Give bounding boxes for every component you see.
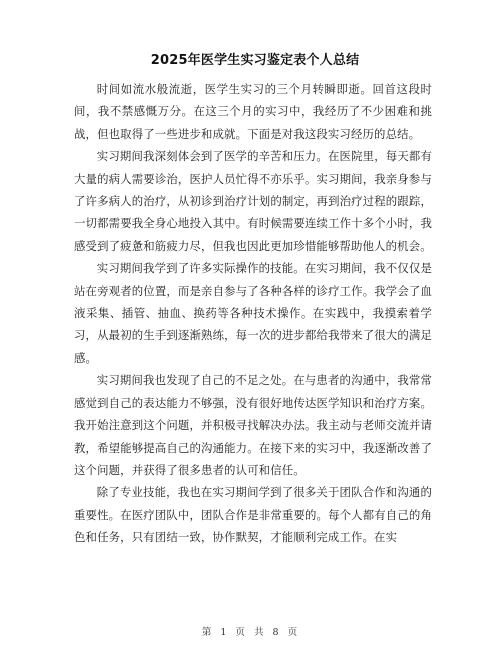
paragraph-2: 实习期间我深刻体会到了医学的辛苦和压力。在医院里，每天都有大量的病人需要诊治，医护人员忙得不亦乐乎。实习期间，我亲身参与了许多病人的治疗，从初诊到治疗计划的制定，再到治疗过程的跟踪，一切都需要我全身心地投入其中。有时候需要连续工作十多个小时，我感受到了疲惫和筋疲力尽，但我也因此更加珍惜能够帮助他人的机会。 — [74, 149, 432, 253]
page-number-footer: 第 1 页 共 8 页 — [201, 627, 301, 638]
document-title: 2025年医学生实习鉴定表个人总结 — [150, 53, 360, 68]
paragraph-5: 除了专业技能，我也在实习期间学到了很多关于团队合作和沟通的重要性。在医疗团队中，团队合作是非常重要的。每个人都有自己的角色和任务，只有团结一致，协作默契，才能顺利完成工作。在实 — [74, 485, 432, 545]
paragraph-3: 实习期间我学到了许多实际操作的技能。在实习期间，我不仅仅是站在旁观者的位置，而是亲自参与了各种各样的诊疗工作。我学会了血液采集、插管、抽血、换药等各种技术操作。在实践中，我摸索着学习，从最初的生手到逐渐熟练，每一次的进步都给我带来了很大的满足感。 — [74, 261, 432, 365]
paragraph-1: 时间如流水般流逝，医学生实习的三个月转瞬即逝。回首这段时间，我不禁感慨万分。在这三个月的实习中，我经历了不少困难和挑战，但也取得了一些进步和成就。下面是对我这段实习经历的总结。 — [74, 82, 432, 141]
document-body — [74, 78, 432, 549]
paragraph-4: 实习期间我也发现了自己的不足之处。在与患者的沟通中，我常常感觉到自己的表达能力不够强，没有很好地传达医学知识和治疗方案。我开始注意到这个问题，并积极寻找解决办法。我主动与老师交流并请教，希望能够提高自己的沟通能力。在接下来的实习中，我逐渐改善了这个问题，并获得了很多患者的认可和信任。 — [74, 373, 432, 477]
